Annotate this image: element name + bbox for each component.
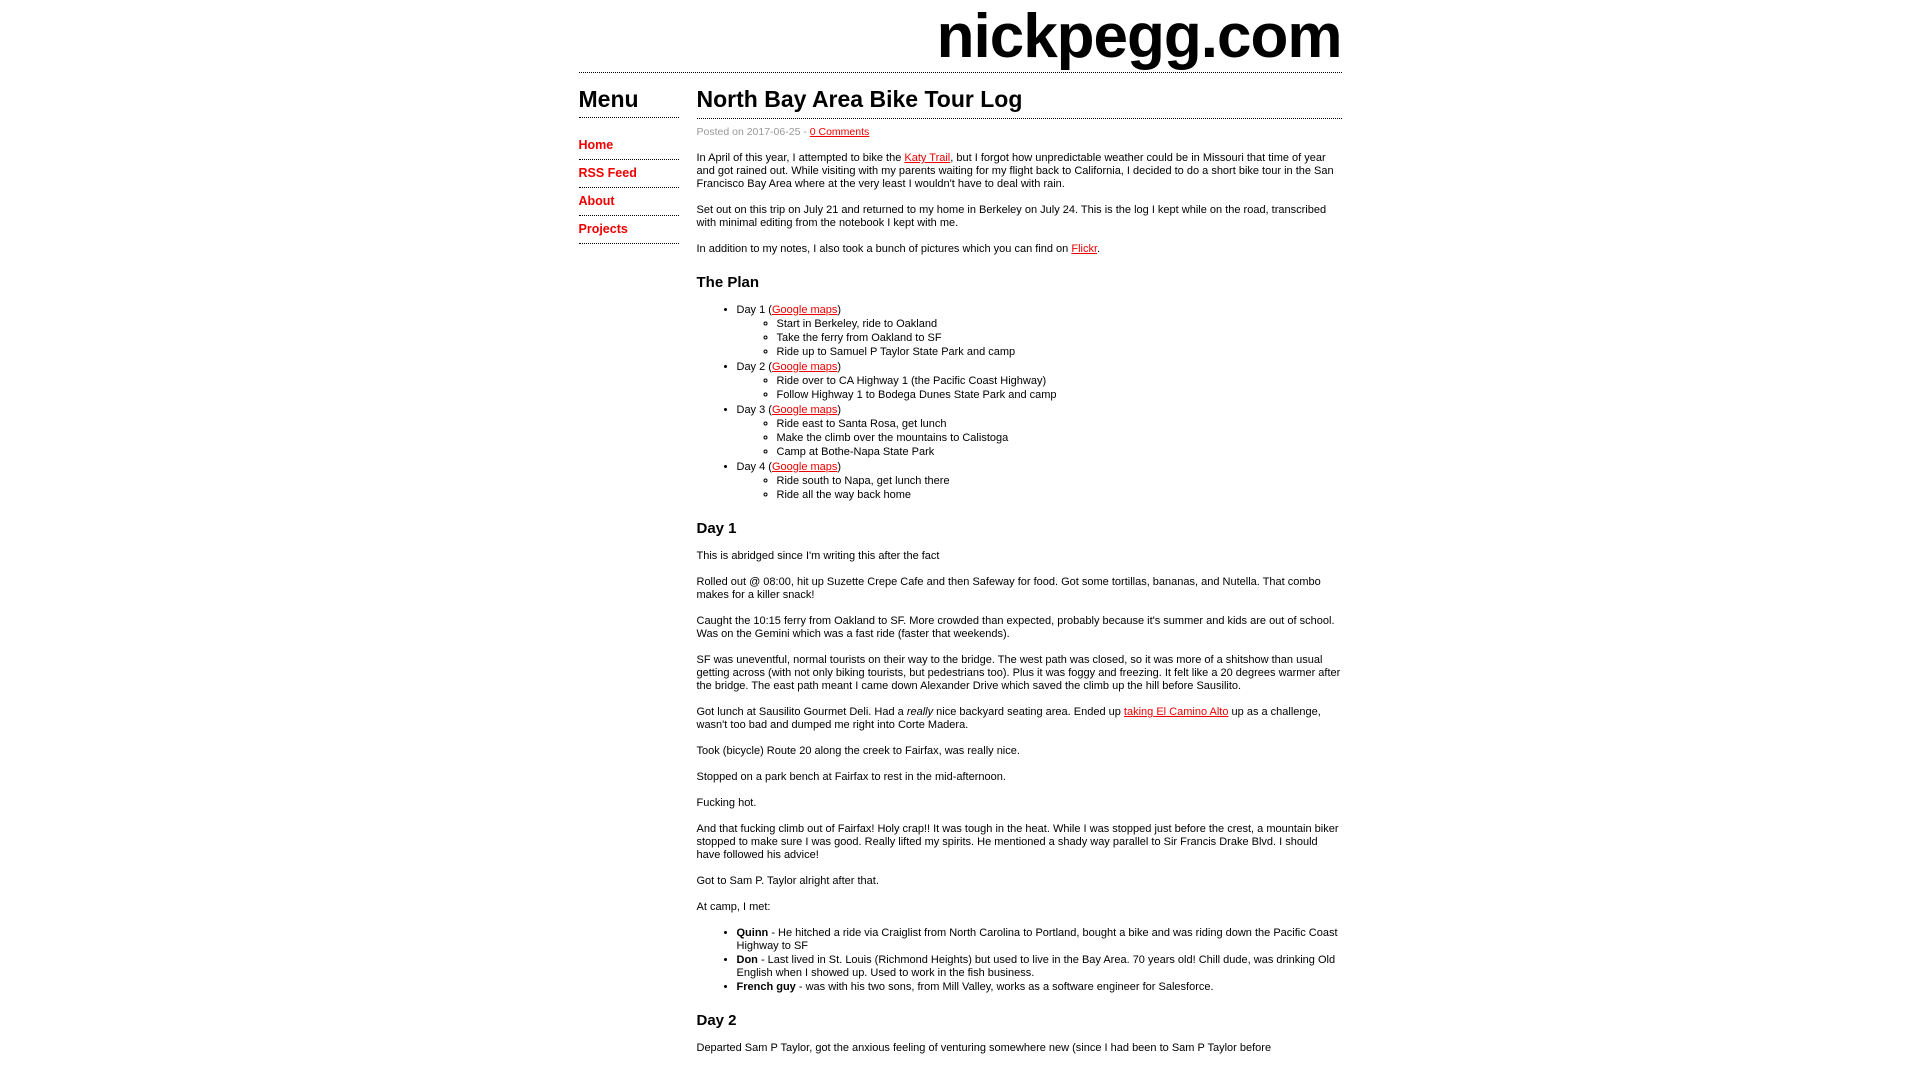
text-run: Day 4 (: [736, 461, 772, 473]
paragraph: [697, 901, 1342, 914]
sub-list-item: ◦ Make the climb over the mountains to Calistoga: [777, 432, 1342, 445]
paragraph: [697, 654, 1342, 693]
list-item: [737, 461, 1342, 502]
post-date-text: Posted on 2017-06-25 -: [696, 126, 810, 138]
sub-list: [737, 475, 1342, 502]
list-item: [737, 404, 1342, 459]
menu-item: [579, 216, 679, 244]
text-run: Fucking hot.: [696, 797, 757, 809]
text-run: up as a challenge, wasn't too bad and dumped me right into Corte Madera.: [696, 706, 1321, 731]
google-maps-link-day-4[interactable]: Google maps: [771, 461, 838, 473]
list-item: [737, 981, 1342, 994]
menu-item: [579, 160, 679, 188]
text-run: .: [1097, 243, 1101, 255]
list-item: [737, 954, 1342, 980]
text-run: French guy: [736, 981, 796, 993]
sidebar-item-projects[interactable]: Projects: [578, 222, 628, 236]
section-heading: Day 1: [696, 520, 737, 537]
menu-heading: Menu: [579, 86, 679, 118]
text-run: Day 2 (: [736, 361, 772, 373]
page-container: [579, 0, 1342, 1068]
menu-list: [579, 132, 679, 244]
bullet-list: [697, 927, 1342, 994]
text-run: Got to Sam P. Taylor alright after that.: [696, 875, 879, 887]
menu-sidebar: [579, 86, 679, 244]
menu-item: [579, 132, 679, 160]
text-run: - He hitched a ride via Craiglist from North Carolina to Portland, bought a bike and was riding down the Pacific Coast Highway to SF: [736, 927, 1338, 952]
post-content-column: [697, 86, 1342, 1068]
paragraph: [697, 823, 1342, 862]
list-item: [737, 361, 1342, 402]
sub-list-item: ◦ Ride over to CA Highway 1 (the Pacific Coast Highway): [777, 375, 1342, 388]
text-run: This is abridged since I'm writing this after the fact: [696, 550, 940, 562]
text-run: really: [906, 706, 934, 718]
text-run: Caught the 10:15 ferry from Oakland to SF. More crowded than expected, probably because it's summer and kids are out of school. Was on the Gemini which was a fast ride (faster that weekends).: [696, 615, 1335, 640]
google-maps-link-day-2[interactable]: Google maps: [771, 361, 838, 373]
site-title[interactable]: nickpegg.com: [936, 2, 1342, 71]
section-heading: The Plan: [696, 274, 760, 291]
post-meta: [697, 126, 1342, 139]
text-run: nice backyard seating area. Ended up: [933, 706, 1124, 718]
katy-trail-link[interactable]: Katy Trail: [904, 152, 951, 164]
text-run: - was with his two sons, from Mill Valley, works as a software engineer for Salesforce.: [795, 981, 1214, 993]
sub-list: [737, 418, 1342, 459]
comments-link[interactable]: 0 Comments: [809, 126, 870, 138]
text-run: Departed Sam P Taylor, got the anxious feeling of venturing somewhere new (since I had been to Sam P Taylor before: [696, 1042, 1272, 1054]
paragraph: [697, 745, 1342, 758]
text-run: - Last lived in St. Louis (Richmond Heights) but used to live in the Bay Area. 70 years old! Chill dude, was drinking Old English when I showed up. Used to work in the fish business.: [736, 954, 1336, 979]
text-run: Day 1 (: [736, 304, 772, 316]
text-run: At camp, I met:: [696, 901, 771, 913]
text-run: ): [837, 404, 842, 416]
section-heading: Day 2: [696, 1012, 737, 1029]
text-run: Rolled out @ 08:00, hit up Suzette Crepe Cafe and then Safeway for food. Got some tortillas, bananas, and Nutella. That combo makes for a killer snack!: [696, 576, 1321, 601]
text-run: Set out on this trip on July 21 and returned to my home in Berkeley on July 24. This is the log I kept while on the road, transcribed with minimal editing from the notebook I kept with me.: [696, 204, 1327, 229]
post-body: [697, 152, 1342, 1055]
text-run: Stopped on a park bench at Fairfax to rest in the mid-afternoon.: [696, 771, 1006, 783]
el-camino-alto-link[interactable]: taking El Camino Alto: [1123, 706, 1229, 718]
text-run: And that fucking climb out of Fairfax! Holy crap!! It was tough in the heat. While I was stopped just before the crest, a mountain biker stopped to make sure I was good. Really lifted my spirits. He mentioned a shady way parallel to Sir Francis Drake Blvd. I should have followed his advice!: [696, 823, 1339, 861]
google-maps-link-day-1[interactable]: Google maps: [771, 304, 838, 316]
post-title: North Bay Area Bike Tour Log: [697, 86, 1342, 119]
text-run: , but I forgot how unpredictable weather could be in Missouri that time of year and got rained out. While visiting with my parents waiting for my flight back to California, I decided to do a short bike tour in the San Francisco Bay Area where at the very least I wouldn't have to deal with rain.: [696, 152, 1334, 190]
paragraph: [697, 797, 1342, 810]
flickr-link[interactable]: Flickr: [1071, 243, 1098, 255]
google-maps-link-day-3[interactable]: Google maps: [771, 404, 838, 416]
bullet-list: [697, 304, 1342, 502]
paragraph: [697, 576, 1342, 602]
sidebar-item-about[interactable]: About: [578, 194, 615, 208]
text-run: Don: [736, 954, 758, 966]
sub-list-item: ◦ Follow Highway 1 to Bodega Dunes State Park and camp: [777, 389, 1342, 402]
text-run: ): [837, 461, 842, 473]
sub-list-item: ◦ Take the ferry from Oakland to SF: [777, 332, 1342, 345]
main-columns: [579, 73, 1342, 1068]
paragraph: [697, 204, 1342, 230]
paragraph: [697, 875, 1342, 888]
text-run: Quinn: [736, 927, 769, 939]
sub-list: [737, 318, 1342, 359]
menu-item: [579, 188, 679, 216]
sub-list-item: ◦ Ride east to Santa Rosa, get lunch: [777, 418, 1342, 431]
sub-list-item: ◦ Start in Berkeley, ride to Oakland: [777, 318, 1342, 331]
paragraph: [697, 152, 1342, 191]
text-run: Day 3 (: [736, 404, 772, 416]
paragraph: [697, 771, 1342, 784]
sidebar-item-rss-feed[interactable]: RSS Feed: [578, 166, 637, 180]
paragraph: [697, 706, 1342, 732]
text-run: SF was uneventful, normal tourists on their way to the bridge. The west path was closed, so it was more of a shitshow than usual getting across (with not only biking tourists, but pedestrians too). Plus it was foggy and freezing. It felt like a 20 degrees warmer after the bridge. The east path meant I came down Alexander Drive which saved the climb up the hill before Sausilito.: [696, 654, 1341, 692]
text-run: ): [837, 361, 842, 373]
paragraph: [697, 550, 1342, 563]
sub-list-item: ◦ Ride south to Napa, get lunch there: [777, 475, 1342, 488]
text-run: In addition to my notes, I also took a bunch of pictures which you can find on: [696, 243, 1072, 255]
sub-list: [737, 375, 1342, 402]
sub-list-item: ◦ Ride all the way back home: [777, 489, 1342, 502]
paragraph: [697, 1042, 1342, 1055]
sub-list-item: ◦ Camp at Bothe-Napa State Park: [777, 446, 1342, 459]
text-run: Got lunch at Sausilito Gourmet Deli. Had a: [696, 706, 907, 718]
sidebar-item-home[interactable]: Home: [578, 138, 614, 152]
paragraph: [697, 243, 1342, 256]
text-run: Took (bicycle) Route 20 along the creek to Fairfax, was really nice.: [696, 745, 1020, 757]
paragraph: [697, 615, 1342, 641]
text-run: ): [837, 304, 842, 316]
list-item: [737, 927, 1342, 953]
list-item: [737, 304, 1342, 359]
site-header: [579, 0, 1342, 73]
sub-list-item: ◦ Ride up to Samuel P Taylor State Park and camp: [777, 346, 1342, 359]
text-run: In April of this year, I attempted to bike the: [696, 152, 905, 164]
